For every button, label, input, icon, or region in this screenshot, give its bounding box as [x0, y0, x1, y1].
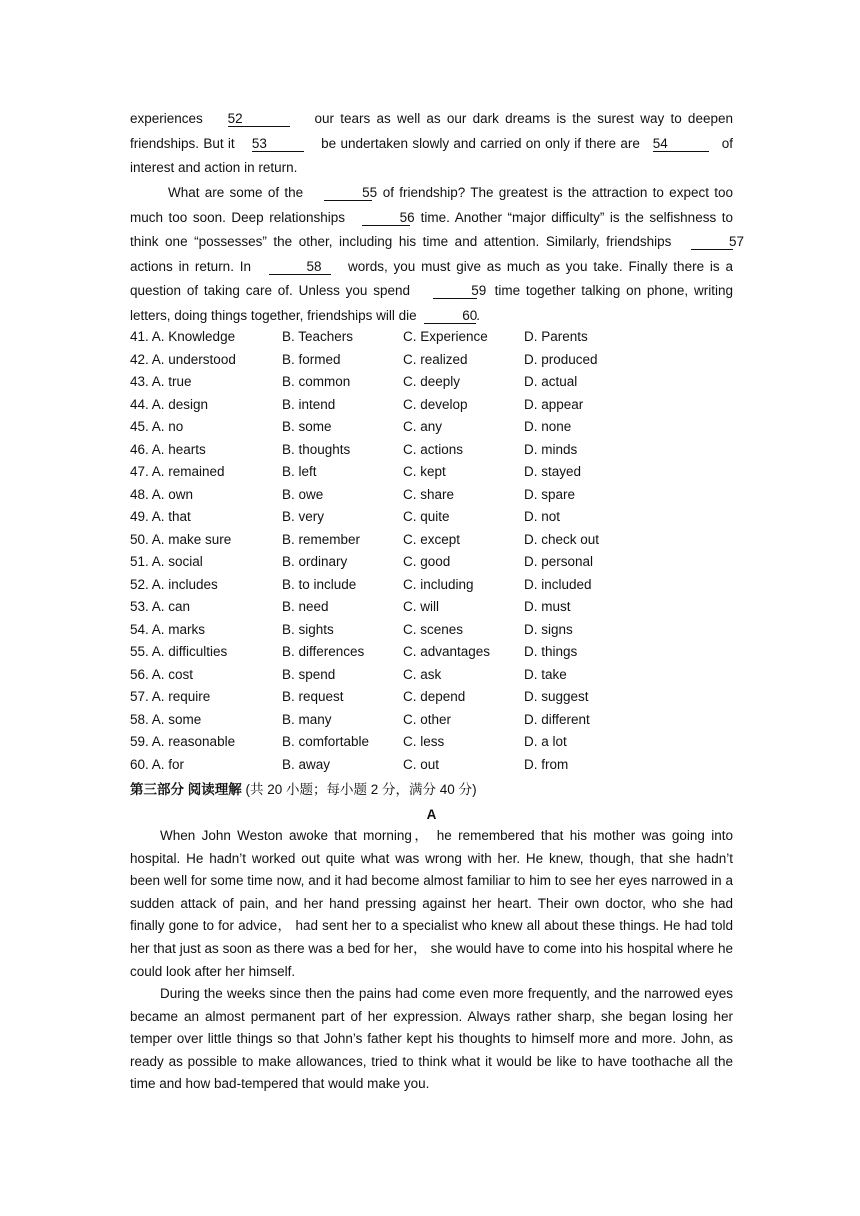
option-b: B. request [282, 689, 344, 704]
option-d: D. produced [524, 351, 598, 367]
option-a: 51. A. social [130, 554, 203, 569]
option-d: D. suggest [524, 689, 589, 704]
option-a: 49. A. that [130, 509, 191, 524]
option-d: D. take [524, 666, 567, 682]
option-b: B. very [282, 509, 325, 524]
option-d: D. things [524, 644, 578, 659]
option-b: B. many [282, 711, 332, 727]
option-a: 60. A. for [130, 756, 185, 772]
option-b: B. away [282, 756, 331, 772]
option-a: 46. A. hearts [130, 441, 206, 457]
option-d: D. stayed [524, 464, 582, 479]
option-d: D. spare [524, 486, 576, 502]
option-d: D. actual [524, 374, 578, 389]
option-c: C. quite [403, 509, 450, 524]
option-d: D. personal [524, 554, 594, 569]
option-c: C. except [403, 531, 461, 547]
option-a: 50. A. make sure [130, 531, 232, 547]
option-a: 47. A. remained [130, 464, 225, 479]
option-c: C. less [403, 734, 445, 749]
option-b: B. thoughts [282, 441, 351, 457]
option-c: C. Experience [403, 329, 488, 344]
blank-55: 55 [324, 186, 372, 201]
text-run: of friendship? The greatest is the attraction to expect too much too soon. Deep relationships [130, 185, 733, 225]
option-a: 43. A. true [130, 374, 192, 389]
option-a: 59. A. reasonable [130, 734, 236, 749]
blank-54: 54 [653, 137, 709, 152]
section-heading [130, 780, 477, 800]
blank-58: 58 [269, 260, 331, 275]
option-c: C. actions [403, 441, 464, 457]
passage-label: A [426, 807, 437, 822]
text-run: . [476, 307, 480, 323]
blank-59: 59 [433, 284, 477, 299]
blank-53: 53 [252, 137, 304, 152]
text-run: actions in return. In [130, 258, 252, 274]
option-c: C. scenes [403, 621, 464, 637]
blank-60: 60 [424, 309, 476, 324]
text-run: words, you must give as much as you take. Finally there is a question of taking care of. Unless you spend [130, 258, 733, 298]
option-b: B. owe [282, 486, 324, 502]
option-d: D. check out [524, 531, 600, 547]
option-d: D. signs [524, 621, 573, 637]
option-c: C. including [403, 576, 474, 592]
passage-paragraph-1: When John Weston awoke that morning， he remembered that his mother was going into hospital. He hadn’t worked out quite what was wrong with her. He knew, though, that she hadn’t been well for some time now, and it had become almost familiar to him to see her eyes narrowed in a sudden attack of pain, and her hand pressing against her heart. Their own doctor, who she had finally gone to for advice， had sent her to a specialist who knew all about these things. He had told her that just as soon as there was a bed for her， she would have to come into his hospital where he could look after her himself. [130, 828, 733, 979]
option-d: D. Parents [524, 329, 588, 344]
option-c: C. develop [403, 396, 468, 412]
option-d: D. not [524, 509, 561, 524]
option-d: D. different [524, 711, 590, 727]
text-run: experiences [130, 111, 203, 126]
option-a: 56. A. cost [130, 666, 194, 682]
option-b: B. need [282, 599, 329, 614]
option-b: B. differences [282, 644, 365, 659]
option-b: B. to include [282, 576, 357, 592]
option-b: B. Teachers [282, 329, 354, 344]
option-d: D. from [524, 756, 569, 772]
option-d: D. must [524, 599, 571, 614]
option-c: C. out [403, 756, 440, 772]
option-d: D. a lot [524, 734, 567, 749]
section-title: 第三部分 阅读理解 [130, 782, 242, 797]
option-c: C. kept [403, 464, 446, 479]
option-a: 41. A. Knowledge [130, 329, 236, 344]
option-b: B. common [282, 374, 351, 389]
option-b: B. ordinary [282, 554, 348, 569]
section-note: (共 20 小题；每小题 2 分，满分 40 分) [245, 782, 477, 797]
blank-57: 57 [691, 235, 733, 250]
option-c: C. deeply [403, 374, 461, 389]
blank-52: 52 [228, 112, 290, 127]
option-b: B. spend [282, 666, 336, 682]
option-c: C. will [403, 599, 439, 614]
option-b: B. remember [282, 531, 361, 547]
option-a: 54. A. marks [130, 621, 206, 637]
option-c: C. advantages [403, 644, 491, 659]
option-c: C. good [403, 554, 451, 569]
text-run: time. Another “major difficulty” is the selfishness to think one “possesses” the other, including his time and attention. Similarly, friendships [130, 209, 733, 249]
option-b: B. comfortable [282, 734, 370, 749]
option-c: C. ask [403, 666, 442, 682]
text-run: of interest and action in return. [130, 135, 733, 175]
option-a: 55. A. difficulties [130, 644, 228, 659]
option-d: D. none [524, 419, 572, 434]
option-a: 44. A. design [130, 396, 209, 412]
option-a: 53. A. can [130, 599, 191, 614]
option-a: 52. A. includes [130, 576, 218, 592]
option-b: B. intend [282, 396, 336, 412]
text-run: be undertaken slowly and carried on only if there are [321, 135, 640, 151]
option-a: 48. A. own [130, 486, 194, 502]
cloze-paragraph-2 [130, 181, 745, 328]
option-c: C. other [403, 711, 452, 727]
passage-paragraph-2: During the weeks since then the pains had come even more frequently, and the narrowed eyes became an almost permanent part of her expression. Always rather sharp, she began losing her temper over little things so that John’s father kept his thoughts to himself more and more. John, as ready as possible to make allowances, tried to think what it would be like to have toothache all the time and how bad-tempered that would make you. [130, 986, 733, 1092]
blank-56: 56 [362, 211, 410, 226]
option-b: B. formed [282, 351, 341, 367]
option-a: 58. A. some [130, 711, 202, 727]
text-run: time together talking on phone, writing letters, doing things together, friendships will die [130, 283, 733, 323]
text-run: What are some of the [168, 185, 304, 200]
option-b: B. left [282, 464, 317, 479]
option-a: 42. A. understood [130, 351, 236, 367]
option-d: D. minds [524, 441, 578, 457]
option-d: D. appear [524, 396, 584, 412]
text-run: our tears as well as our dark dreams is the surest way to deepen friendships. But it [130, 111, 733, 151]
option-c: C. any [403, 419, 443, 434]
option-c: C. realized [403, 351, 468, 367]
option-c: C. depend [403, 689, 466, 704]
option-c: C. share [403, 486, 455, 502]
option-a: 57. A. require [130, 689, 211, 704]
option-b: B. some [282, 419, 332, 434]
cloze-paragraph-1 [130, 107, 733, 181]
option-d: D. included [524, 576, 592, 592]
option-a: 45. A. no [130, 419, 184, 434]
option-b: B. sights [282, 621, 334, 637]
